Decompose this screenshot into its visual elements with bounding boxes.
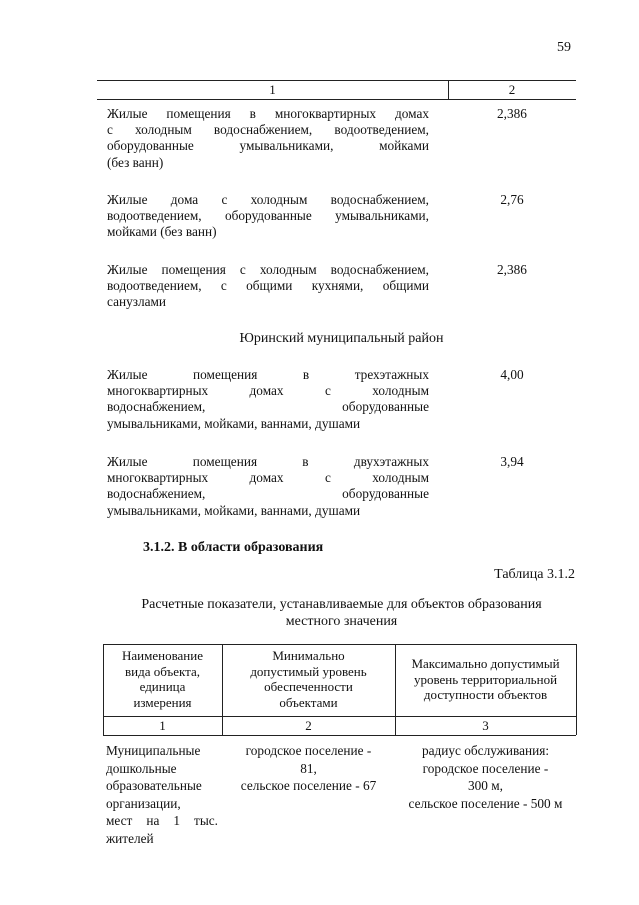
header-line: измерения xyxy=(133,694,192,710)
cell-line: жителей xyxy=(106,830,154,846)
row-description-line: умывальниками, мойками, ваннами, душами xyxy=(107,502,361,518)
row-description-line: Жилые помещения в двухэтажных xyxy=(107,454,429,469)
table-row xyxy=(107,192,429,241)
row-description-line: санузлами xyxy=(107,294,167,310)
table-2-number-border xyxy=(103,735,576,736)
header-line: Максимально допустимый xyxy=(411,656,560,671)
cell-line: сельское поселение - 500 м xyxy=(408,795,563,811)
row-description-line: Жилые помещения в многоквартирных домах xyxy=(107,106,429,121)
cell-line: радиус обслуживания: xyxy=(421,743,550,758)
row-description-line: с холодным водоснабжением, водоотведением, xyxy=(107,122,429,138)
table-row xyxy=(107,454,429,519)
table-caption xyxy=(97,596,586,630)
cell-line: сельское поселение - 67 xyxy=(240,778,377,793)
table-1-header-col1: 1 xyxy=(269,82,276,97)
table-2-cell-col3 xyxy=(395,742,576,812)
row-description-line: (без ванн) xyxy=(107,154,164,170)
cell-line: дошкольные xyxy=(106,760,177,776)
section-title: 3.1.2. В области образования xyxy=(143,540,324,555)
row-description-line: водоснабжением, оборудованные xyxy=(107,486,429,502)
table-2-number-col1: 1 xyxy=(159,718,166,733)
table-row xyxy=(107,367,429,432)
table-row xyxy=(107,106,429,171)
cell-line: 300 м, xyxy=(467,778,503,793)
table-label: Таблица 3.1.2 xyxy=(494,567,575,582)
header-line: доступности объектов xyxy=(423,687,548,702)
header-line: допустимый уровень xyxy=(250,663,367,679)
caption-line: Расчетные показатели, устанавливаемые для объектов образования xyxy=(141,597,542,612)
row-description-line: многоквартирных домах с холодным xyxy=(107,383,429,399)
row-description-line: водоотведением, с общими кухнями, общими xyxy=(107,278,429,294)
page-number: 59 xyxy=(557,40,571,55)
row-description-line: Жилые помещения в трехэтажных xyxy=(107,367,429,382)
header-line: объектами xyxy=(279,694,338,710)
row-value: 4,00 xyxy=(500,367,524,382)
row-value: 2,386 xyxy=(497,262,527,277)
row-description-line: оборудованные умывальниками, мойками xyxy=(107,138,429,154)
cell-line: Муниципальные xyxy=(106,743,201,758)
row-value: 3,94 xyxy=(500,454,524,469)
header-line: уровень территориальной xyxy=(413,671,558,687)
table-2-header-col1 xyxy=(103,648,222,710)
table-2-right-border xyxy=(576,644,577,735)
table-1-header-border xyxy=(97,99,576,100)
table-2-header-border xyxy=(103,716,576,717)
cell-line: организации, xyxy=(106,795,181,811)
header-line: Минимально xyxy=(272,648,345,663)
cell-line: образовательные xyxy=(106,778,202,793)
table-2-top-border xyxy=(103,644,576,645)
row-description-line: водоснабжением, оборудованные xyxy=(107,399,429,415)
table-2-header-col3 xyxy=(395,656,576,703)
row-description-line: мойками (без ванн) xyxy=(107,224,217,240)
district-heading: Юринский муниципальный район xyxy=(239,331,444,346)
table-1-top-border xyxy=(97,80,576,81)
row-description-line: многоквартирных домах с холодным xyxy=(107,470,429,486)
header-line: вида объекта, xyxy=(124,663,201,679)
table-2-number-col2: 2 xyxy=(305,718,312,733)
table-1-header-col2: 2 xyxy=(508,82,516,97)
table-row xyxy=(107,262,429,311)
cell-line: городское поселение - xyxy=(422,760,549,776)
row-value: 2,386 xyxy=(497,106,527,121)
row-description-line: Жилые помещения с холодным водоснабжением, xyxy=(107,262,429,277)
row-value: 2,76 xyxy=(500,192,524,207)
row-description-line: Жилые дома с холодным водоснабжением, xyxy=(107,192,429,207)
header-line: единица xyxy=(139,679,186,694)
row-description-line: водоотведением, оборудованные умывальниками, xyxy=(107,208,429,224)
table-2-header-col2 xyxy=(222,648,395,710)
cell-line: мест на 1 тыс. xyxy=(106,813,218,828)
header-line: Наименование xyxy=(122,648,203,663)
row-description-line: умывальниками, мойками, ваннами, душами xyxy=(107,415,361,431)
header-line: обеспеченности xyxy=(264,679,353,694)
caption-line: местного значения xyxy=(285,614,398,629)
table-2-cell-col2 xyxy=(222,742,395,795)
cell-line: 81, xyxy=(300,760,317,776)
table-2-number-col3: 3 xyxy=(482,718,489,733)
table-2-cell-col1 xyxy=(106,742,218,847)
cell-line: городское поселение - xyxy=(245,743,372,758)
